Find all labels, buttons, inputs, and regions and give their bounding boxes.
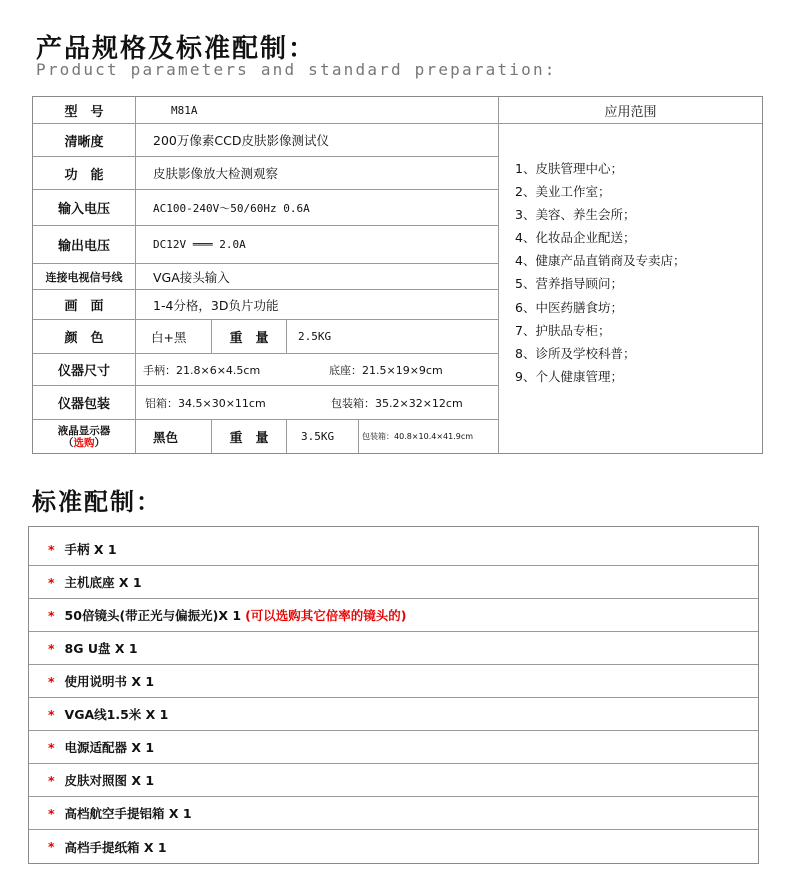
application-item: 4、化妆品企业配送；: [515, 230, 636, 246]
list-item: [29, 632, 758, 665]
application-header: 应用范围: [604, 104, 657, 120]
item-text: 使用说明书 X 1: [64, 674, 155, 689]
screen-label: 画 面: [64, 299, 104, 314]
output-voltage-value: DC12V ═══ 2.0A: [153, 238, 246, 251]
standard-title: 标准配制：: [32, 488, 162, 516]
color-label: 颜 色: [64, 331, 104, 346]
col-divider: [498, 97, 499, 453]
screen-value: 1-4分格，3D负片功能: [153, 297, 279, 313]
application-item: 2、美业工作室；: [515, 184, 611, 200]
tv-signal-value: VGA接头输入: [153, 269, 230, 285]
item-text: 主机底座 X 1: [64, 575, 142, 590]
list-item: [29, 830, 758, 863]
application-item: 9、个人健康管理；: [515, 368, 623, 384]
list-item: [29, 731, 758, 764]
model-value: M81A: [171, 103, 198, 117]
pack-box-size: 包装箱：35.2×32×12cm: [331, 396, 463, 410]
star-icon: *: [48, 805, 55, 821]
resolution-label: 清晰度: [64, 134, 104, 150]
base-size: 底座：21.5×19×9cm: [329, 363, 443, 377]
item-text: VGA线1.5米 X 1: [64, 707, 169, 722]
star-icon: *: [48, 772, 55, 788]
application-item: 7、护肤品专柜；: [515, 322, 611, 338]
resolution-value: 200万像素CCD皮肤影像测试仪: [153, 133, 329, 148]
lcd-label-cell: [33, 420, 135, 453]
star-icon: *: [48, 739, 55, 755]
item-text: 皮肤对照图 X 1: [64, 773, 155, 788]
col-divider: [286, 319, 287, 353]
star-icon: *: [48, 574, 55, 590]
list-item: [29, 566, 758, 599]
col-divider: [286, 419, 287, 453]
weight-label: 重 量: [229, 331, 269, 346]
alu-case-size: 铝箱：34.5×30×11cm: [145, 396, 266, 410]
list-item: [29, 599, 758, 632]
lcd-optional-close: ）: [94, 436, 105, 449]
list-item: [29, 665, 758, 698]
star-icon: *: [48, 541, 55, 557]
weight-value: 2.5KG: [298, 330, 332, 343]
star-icon: *: [48, 607, 55, 623]
lcd-optional-open: （: [63, 436, 74, 449]
color-value: 白+黑: [151, 329, 187, 345]
application-list: [515, 157, 685, 388]
star-icon: *: [48, 706, 55, 722]
handle-size: 手柄：21.8×6×4.5cm: [143, 363, 261, 377]
input-voltage-value: AC100-240V～50/60Hz 0.6A: [153, 201, 310, 215]
model-label: 型 号: [64, 104, 104, 120]
item-text: 50倍镜头(带正光与偏振光)X 1: [64, 608, 242, 623]
lcd-weight-label: 重 量: [229, 431, 269, 446]
item-text: 高档航空手提铝箱 X 1: [64, 806, 192, 821]
lcd-label: 液晶显示器: [57, 424, 111, 437]
star-icon: *: [48, 673, 55, 689]
lcd-weight: 3.5KG: [301, 430, 335, 443]
output-voltage-label: 输出电压: [57, 239, 110, 254]
input-voltage-label: 输入电压: [57, 202, 110, 217]
package-label: 仪器包装: [57, 397, 110, 412]
star-icon: *: [48, 640, 55, 656]
star-icon: *: [48, 839, 55, 854]
page-title: 产品规格及标准配制：: [36, 34, 317, 64]
lcd-optional: [63, 437, 105, 449]
tv-signal-label: 连接电视信号线: [45, 270, 123, 284]
item-text: 高档手提纸箱 X 1: [64, 839, 167, 855]
item-text: 电源适配器 X 1: [64, 740, 155, 755]
row-divider: [498, 123, 762, 124]
lens-note: (可以选购其它倍率的镜头的): [245, 608, 407, 623]
application-item: 3、美容、养生会所；: [515, 207, 636, 223]
col-divider: [135, 97, 136, 453]
lcd-color: 黑色: [153, 429, 179, 445]
function-label: 功 能: [64, 167, 104, 183]
lcd-optional-word: 选购: [73, 436, 95, 449]
application-item: 4、健康产品直销商及专卖店；: [515, 253, 686, 269]
spec-table: [32, 96, 763, 454]
item-text: 手柄 X 1: [64, 542, 117, 557]
list-item: [29, 764, 758, 797]
list-item: [29, 797, 758, 830]
application-item: 1、皮肤管理中心；: [515, 161, 623, 176]
list-item: [29, 533, 758, 566]
standard-list: [28, 526, 759, 864]
application-item: 8、诊所及学校科普；: [515, 345, 636, 361]
lcd-box-size: 包装箱：40.8×10.4×41.9cm: [362, 432, 474, 441]
size-label: 仪器尺寸: [57, 364, 110, 379]
application-item: 6、中医药膳食坊；: [515, 299, 623, 315]
col-divider: [358, 419, 359, 453]
application-item: 5、营养指导顾问；: [515, 276, 623, 292]
item-text: 8G U盘 X 1: [64, 641, 138, 656]
page-subtitle: Product parameters and standard preparation:: [36, 60, 557, 79]
function-value: 皮肤影像放大检测观察: [153, 166, 279, 181]
list-item: [29, 698, 758, 731]
